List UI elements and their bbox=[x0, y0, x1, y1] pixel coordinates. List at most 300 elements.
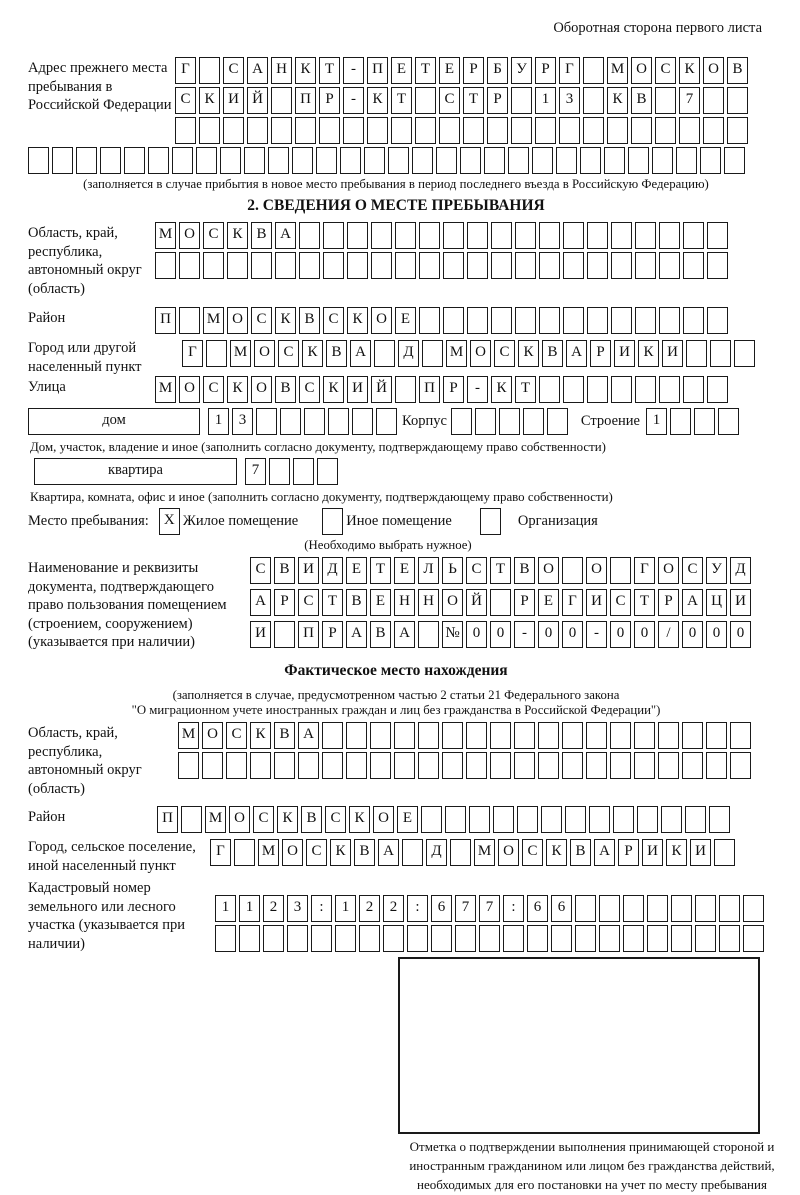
char-box[interactable] bbox=[274, 621, 295, 648]
char-box[interactable]: К bbox=[367, 87, 388, 114]
char-box[interactable]: С bbox=[682, 557, 703, 584]
char-box[interactable] bbox=[575, 895, 596, 922]
char-box[interactable]: : bbox=[311, 895, 332, 922]
char-box[interactable]: Н bbox=[271, 57, 292, 84]
char-box[interactable] bbox=[539, 307, 560, 334]
char-box[interactable] bbox=[484, 147, 505, 174]
char-box[interactable]: Р bbox=[618, 839, 639, 866]
char-box[interactable] bbox=[587, 376, 608, 403]
char-box[interactable]: Е bbox=[346, 557, 367, 584]
char-box[interactable] bbox=[487, 117, 508, 144]
char-box[interactable] bbox=[587, 222, 608, 249]
char-box[interactable] bbox=[220, 147, 241, 174]
char-box[interactable] bbox=[604, 147, 625, 174]
char-box[interactable] bbox=[703, 87, 724, 114]
char-box[interactable]: № bbox=[442, 621, 463, 648]
char-box[interactable]: М bbox=[205, 806, 226, 833]
char-box[interactable] bbox=[215, 925, 236, 952]
char-box[interactable] bbox=[714, 839, 735, 866]
char-box[interactable] bbox=[52, 147, 73, 174]
char-box[interactable]: С bbox=[175, 87, 196, 114]
char-box[interactable]: С bbox=[323, 307, 344, 334]
char-box[interactable] bbox=[508, 147, 529, 174]
char-box[interactable]: 7 bbox=[245, 458, 266, 485]
char-box[interactable] bbox=[442, 722, 463, 749]
char-box[interactable]: Е bbox=[370, 589, 391, 616]
char-box[interactable]: И bbox=[690, 839, 711, 866]
char-box[interactable] bbox=[292, 147, 313, 174]
char-box[interactable]: О bbox=[229, 806, 250, 833]
char-box[interactable]: Д bbox=[398, 340, 419, 367]
char-box[interactable] bbox=[475, 408, 496, 435]
char-box[interactable]: М bbox=[607, 57, 628, 84]
char-box[interactable] bbox=[743, 895, 764, 922]
char-box[interactable]: В bbox=[326, 340, 347, 367]
char-box[interactable]: 2 bbox=[263, 895, 284, 922]
char-box[interactable]: К bbox=[607, 87, 628, 114]
char-box[interactable] bbox=[515, 252, 536, 279]
char-box[interactable]: В bbox=[514, 557, 535, 584]
char-box[interactable] bbox=[727, 117, 748, 144]
char-box[interactable]: 0 bbox=[538, 621, 559, 648]
char-box[interactable] bbox=[587, 252, 608, 279]
char-box[interactable] bbox=[490, 722, 511, 749]
char-box[interactable]: К bbox=[349, 806, 370, 833]
char-box[interactable] bbox=[611, 376, 632, 403]
char-box[interactable] bbox=[491, 307, 512, 334]
char-box[interactable]: С bbox=[439, 87, 460, 114]
char-box[interactable] bbox=[523, 408, 544, 435]
char-box[interactable] bbox=[463, 117, 484, 144]
char-box[interactable] bbox=[527, 925, 548, 952]
char-box[interactable] bbox=[299, 222, 320, 249]
char-box[interactable] bbox=[707, 222, 728, 249]
char-box[interactable] bbox=[707, 307, 728, 334]
char-box[interactable] bbox=[679, 117, 700, 144]
char-box[interactable]: 1 bbox=[646, 408, 667, 435]
char-box[interactable] bbox=[730, 752, 751, 779]
char-box[interactable]: О bbox=[373, 806, 394, 833]
char-box[interactable]: Ь bbox=[442, 557, 463, 584]
char-box[interactable]: К bbox=[518, 340, 539, 367]
char-box[interactable]: В bbox=[275, 376, 296, 403]
char-box[interactable]: С bbox=[223, 57, 244, 84]
char-box[interactable]: 0 bbox=[706, 621, 727, 648]
char-box[interactable] bbox=[682, 752, 703, 779]
char-box[interactable] bbox=[244, 147, 265, 174]
char-box[interactable] bbox=[491, 222, 512, 249]
char-box[interactable] bbox=[269, 458, 290, 485]
char-box[interactable]: Р bbox=[487, 87, 508, 114]
char-box[interactable] bbox=[395, 252, 416, 279]
char-box[interactable] bbox=[328, 408, 349, 435]
char-box[interactable] bbox=[503, 925, 524, 952]
char-box[interactable] bbox=[196, 147, 217, 174]
char-box[interactable] bbox=[202, 752, 223, 779]
char-box[interactable]: : bbox=[407, 895, 428, 922]
char-box[interactable]: А bbox=[275, 222, 296, 249]
char-box[interactable]: 7 bbox=[455, 895, 476, 922]
char-box[interactable] bbox=[415, 117, 436, 144]
char-box[interactable]: Т bbox=[515, 376, 536, 403]
char-box[interactable]: 3 bbox=[559, 87, 580, 114]
char-box[interactable] bbox=[223, 117, 244, 144]
char-box[interactable] bbox=[319, 117, 340, 144]
char-box[interactable] bbox=[343, 117, 364, 144]
char-box[interactable] bbox=[250, 752, 271, 779]
char-box[interactable]: М bbox=[258, 839, 279, 866]
char-box[interactable] bbox=[647, 925, 668, 952]
char-box[interactable] bbox=[367, 117, 388, 144]
char-box[interactable]: Г bbox=[559, 57, 580, 84]
char-box[interactable]: Т bbox=[634, 589, 655, 616]
char-box[interactable] bbox=[563, 222, 584, 249]
char-box[interactable]: В bbox=[251, 222, 272, 249]
char-box[interactable] bbox=[683, 222, 704, 249]
char-box[interactable] bbox=[352, 408, 373, 435]
char-box[interactable] bbox=[298, 752, 319, 779]
char-box[interactable]: К bbox=[491, 376, 512, 403]
char-box[interactable]: В bbox=[570, 839, 591, 866]
char-box[interactable] bbox=[268, 147, 289, 174]
char-box[interactable] bbox=[383, 925, 404, 952]
char-box[interactable] bbox=[391, 117, 412, 144]
char-box[interactable]: П bbox=[157, 806, 178, 833]
char-box[interactable]: И bbox=[614, 340, 635, 367]
char-box[interactable]: Г bbox=[175, 57, 196, 84]
char-box[interactable]: О bbox=[254, 340, 275, 367]
char-box[interactable]: К bbox=[323, 376, 344, 403]
char-box[interactable]: 0 bbox=[562, 621, 583, 648]
char-box[interactable]: С bbox=[203, 222, 224, 249]
char-box[interactable]: Р bbox=[590, 340, 611, 367]
char-box[interactable]: В bbox=[299, 307, 320, 334]
char-box[interactable]: 0 bbox=[682, 621, 703, 648]
char-box[interactable]: С bbox=[278, 340, 299, 367]
char-box[interactable] bbox=[634, 722, 655, 749]
char-box[interactable] bbox=[226, 752, 247, 779]
char-box[interactable]: М bbox=[155, 222, 176, 249]
char-box[interactable] bbox=[178, 752, 199, 779]
char-box[interactable] bbox=[610, 752, 631, 779]
char-box[interactable] bbox=[323, 252, 344, 279]
char-box[interactable] bbox=[694, 408, 715, 435]
char-box[interactable]: М bbox=[155, 376, 176, 403]
char-box[interactable]: О bbox=[498, 839, 519, 866]
char-box[interactable] bbox=[559, 117, 580, 144]
char-box[interactable]: К bbox=[227, 376, 248, 403]
char-box[interactable] bbox=[256, 408, 277, 435]
char-box[interactable] bbox=[407, 925, 428, 952]
char-box[interactable]: Т bbox=[319, 57, 340, 84]
char-box[interactable] bbox=[371, 222, 392, 249]
char-box[interactable]: И bbox=[586, 589, 607, 616]
char-box[interactable] bbox=[538, 752, 559, 779]
char-box[interactable]: П bbox=[295, 87, 316, 114]
char-box[interactable] bbox=[490, 752, 511, 779]
char-box[interactable] bbox=[661, 806, 682, 833]
char-box[interactable] bbox=[565, 806, 586, 833]
char-box[interactable]: Г bbox=[182, 340, 203, 367]
char-box[interactable] bbox=[659, 252, 680, 279]
char-box[interactable] bbox=[628, 147, 649, 174]
char-box[interactable]: Д bbox=[426, 839, 447, 866]
char-box[interactable]: Н bbox=[418, 589, 439, 616]
char-box[interactable] bbox=[479, 925, 500, 952]
char-box[interactable] bbox=[686, 340, 707, 367]
char-box[interactable]: Р bbox=[514, 589, 535, 616]
char-box[interactable] bbox=[517, 806, 538, 833]
char-box[interactable]: Р bbox=[463, 57, 484, 84]
char-box[interactable]: К bbox=[330, 839, 351, 866]
char-box[interactable]: И bbox=[250, 621, 271, 648]
char-box[interactable]: Й bbox=[466, 589, 487, 616]
char-box[interactable] bbox=[562, 752, 583, 779]
char-box[interactable]: О bbox=[586, 557, 607, 584]
char-box[interactable]: 6 bbox=[527, 895, 548, 922]
char-box[interactable]: А bbox=[378, 839, 399, 866]
char-box[interactable]: 6 bbox=[551, 895, 572, 922]
char-box[interactable] bbox=[511, 117, 532, 144]
char-box[interactable]: О bbox=[631, 57, 652, 84]
dom-field[interactable]: дом bbox=[28, 408, 200, 435]
char-box[interactable]: 2 bbox=[383, 895, 404, 922]
char-box[interactable]: С bbox=[203, 376, 224, 403]
char-box[interactable] bbox=[172, 147, 193, 174]
char-box[interactable]: О bbox=[371, 307, 392, 334]
char-box[interactable] bbox=[364, 147, 385, 174]
char-box[interactable] bbox=[710, 340, 731, 367]
char-box[interactable]: О bbox=[202, 722, 223, 749]
char-box[interactable]: Т bbox=[322, 589, 343, 616]
char-box[interactable] bbox=[175, 117, 196, 144]
char-box[interactable] bbox=[316, 147, 337, 174]
char-box[interactable]: П bbox=[419, 376, 440, 403]
char-box[interactable] bbox=[271, 117, 292, 144]
char-box[interactable] bbox=[346, 752, 367, 779]
char-box[interactable] bbox=[562, 722, 583, 749]
char-box[interactable]: С bbox=[466, 557, 487, 584]
char-box[interactable] bbox=[583, 117, 604, 144]
char-box[interactable] bbox=[719, 895, 740, 922]
char-box[interactable]: Д bbox=[730, 557, 751, 584]
char-box[interactable]: 3 bbox=[287, 895, 308, 922]
char-box[interactable] bbox=[515, 307, 536, 334]
char-box[interactable] bbox=[562, 557, 583, 584]
char-box[interactable]: Р bbox=[658, 589, 679, 616]
char-box[interactable] bbox=[703, 117, 724, 144]
char-box[interactable] bbox=[28, 147, 49, 174]
char-box[interactable] bbox=[346, 722, 367, 749]
char-box[interactable] bbox=[418, 722, 439, 749]
char-box[interactable] bbox=[580, 147, 601, 174]
char-box[interactable] bbox=[539, 376, 560, 403]
char-box[interactable] bbox=[419, 307, 440, 334]
char-box[interactable] bbox=[418, 621, 439, 648]
char-box[interactable]: К bbox=[638, 340, 659, 367]
char-box[interactable]: Т bbox=[370, 557, 391, 584]
char-box[interactable] bbox=[493, 806, 514, 833]
char-box[interactable]: Ц bbox=[706, 589, 727, 616]
char-box[interactable] bbox=[443, 222, 464, 249]
char-box[interactable] bbox=[670, 408, 691, 435]
char-box[interactable]: М bbox=[203, 307, 224, 334]
char-box[interactable]: Л bbox=[418, 557, 439, 584]
char-box[interactable]: О bbox=[282, 839, 303, 866]
char-box[interactable] bbox=[658, 752, 679, 779]
char-box[interactable]: Г bbox=[634, 557, 655, 584]
char-box[interactable] bbox=[583, 87, 604, 114]
char-box[interactable] bbox=[514, 722, 535, 749]
char-box[interactable] bbox=[634, 752, 655, 779]
char-box[interactable]: У bbox=[511, 57, 532, 84]
char-box[interactable] bbox=[251, 252, 272, 279]
char-box[interactable]: 1 bbox=[335, 895, 356, 922]
char-box[interactable] bbox=[586, 752, 607, 779]
char-box[interactable]: Е bbox=[439, 57, 460, 84]
char-box[interactable] bbox=[683, 307, 704, 334]
char-box[interactable]: О bbox=[179, 222, 200, 249]
char-box[interactable]: 0 bbox=[610, 621, 631, 648]
char-box[interactable] bbox=[271, 87, 292, 114]
char-box[interactable] bbox=[707, 252, 728, 279]
char-box[interactable]: - bbox=[343, 57, 364, 84]
char-box[interactable]: О bbox=[658, 557, 679, 584]
char-box[interactable] bbox=[469, 806, 490, 833]
char-box[interactable] bbox=[299, 252, 320, 279]
char-box[interactable]: К bbox=[347, 307, 368, 334]
char-box[interactable] bbox=[371, 252, 392, 279]
char-box[interactable]: О bbox=[442, 589, 463, 616]
char-box[interactable] bbox=[443, 307, 464, 334]
char-box[interactable] bbox=[575, 925, 596, 952]
char-box[interactable]: С bbox=[250, 557, 271, 584]
char-box[interactable] bbox=[676, 147, 697, 174]
char-box[interactable]: 7 bbox=[479, 895, 500, 922]
char-box[interactable]: К bbox=[227, 222, 248, 249]
char-box[interactable] bbox=[247, 117, 268, 144]
char-box[interactable] bbox=[419, 222, 440, 249]
char-box[interactable] bbox=[490, 589, 511, 616]
char-box[interactable]: 1 bbox=[208, 408, 229, 435]
char-box[interactable] bbox=[623, 925, 644, 952]
char-box[interactable]: У bbox=[706, 557, 727, 584]
char-box[interactable]: О bbox=[470, 340, 491, 367]
char-box[interactable]: Т bbox=[463, 87, 484, 114]
char-box[interactable]: С bbox=[494, 340, 515, 367]
char-box[interactable] bbox=[647, 895, 668, 922]
char-box[interactable] bbox=[415, 87, 436, 114]
char-box[interactable] bbox=[659, 307, 680, 334]
char-box[interactable]: А bbox=[682, 589, 703, 616]
char-box[interactable] bbox=[652, 147, 673, 174]
char-box[interactable] bbox=[683, 252, 704, 279]
char-box[interactable] bbox=[374, 340, 395, 367]
char-box[interactable]: К bbox=[277, 806, 298, 833]
char-box[interactable] bbox=[467, 307, 488, 334]
char-box[interactable]: В bbox=[542, 340, 563, 367]
char-box[interactable] bbox=[719, 925, 740, 952]
char-box[interactable] bbox=[695, 925, 716, 952]
char-box[interactable]: Е bbox=[538, 589, 559, 616]
char-box[interactable] bbox=[563, 307, 584, 334]
char-box[interactable]: А bbox=[250, 589, 271, 616]
char-box[interactable] bbox=[418, 752, 439, 779]
char-box[interactable]: 0 bbox=[730, 621, 751, 648]
char-box[interactable] bbox=[538, 722, 559, 749]
char-box[interactable]: К bbox=[666, 839, 687, 866]
char-box[interactable]: П bbox=[298, 621, 319, 648]
char-box[interactable]: К bbox=[199, 87, 220, 114]
char-box[interactable] bbox=[583, 57, 604, 84]
char-box[interactable] bbox=[275, 252, 296, 279]
char-box[interactable] bbox=[421, 806, 442, 833]
char-box[interactable] bbox=[587, 307, 608, 334]
char-box[interactable] bbox=[491, 252, 512, 279]
char-box[interactable] bbox=[655, 87, 676, 114]
char-box[interactable]: С bbox=[251, 307, 272, 334]
char-box[interactable] bbox=[637, 806, 658, 833]
char-box[interactable] bbox=[539, 252, 560, 279]
char-box[interactable]: 7 bbox=[679, 87, 700, 114]
char-box[interactable] bbox=[76, 147, 97, 174]
char-box[interactable] bbox=[402, 839, 423, 866]
char-box[interactable] bbox=[322, 752, 343, 779]
char-box[interactable]: К bbox=[679, 57, 700, 84]
char-box[interactable] bbox=[439, 117, 460, 144]
char-box[interactable] bbox=[635, 252, 656, 279]
char-box[interactable] bbox=[199, 117, 220, 144]
char-box[interactable]: Р bbox=[535, 57, 556, 84]
char-box[interactable]: О bbox=[251, 376, 272, 403]
char-box[interactable] bbox=[359, 925, 380, 952]
char-box[interactable]: 0 bbox=[466, 621, 487, 648]
char-box[interactable] bbox=[460, 147, 481, 174]
char-box[interactable] bbox=[239, 925, 260, 952]
char-box[interactable]: Д bbox=[322, 557, 343, 584]
char-box[interactable]: 0 bbox=[490, 621, 511, 648]
char-box[interactable]: И bbox=[642, 839, 663, 866]
char-box[interactable] bbox=[179, 252, 200, 279]
char-box[interactable] bbox=[658, 722, 679, 749]
char-box[interactable]: О bbox=[703, 57, 724, 84]
char-box[interactable] bbox=[227, 252, 248, 279]
char-box[interactable] bbox=[443, 252, 464, 279]
char-box[interactable] bbox=[515, 222, 536, 249]
char-box[interactable]: X bbox=[159, 508, 180, 535]
char-box[interactable]: А bbox=[298, 722, 319, 749]
char-box[interactable]: С bbox=[298, 589, 319, 616]
char-box[interactable]: А bbox=[594, 839, 615, 866]
char-box[interactable] bbox=[395, 376, 416, 403]
char-box[interactable] bbox=[419, 252, 440, 279]
char-box[interactable] bbox=[635, 376, 656, 403]
char-box[interactable] bbox=[547, 408, 568, 435]
char-box[interactable]: С bbox=[306, 839, 327, 866]
char-box[interactable]: А bbox=[346, 621, 367, 648]
char-box[interactable] bbox=[659, 376, 680, 403]
char-box[interactable]: С bbox=[522, 839, 543, 866]
char-box[interactable]: Т bbox=[490, 557, 511, 584]
char-box[interactable] bbox=[539, 222, 560, 249]
char-box[interactable] bbox=[724, 147, 745, 174]
char-box[interactable]: 3 bbox=[232, 408, 253, 435]
char-box[interactable] bbox=[322, 722, 343, 749]
char-box[interactable] bbox=[480, 508, 501, 535]
char-box[interactable] bbox=[100, 147, 121, 174]
char-box[interactable]: Т bbox=[391, 87, 412, 114]
char-box[interactable] bbox=[611, 222, 632, 249]
